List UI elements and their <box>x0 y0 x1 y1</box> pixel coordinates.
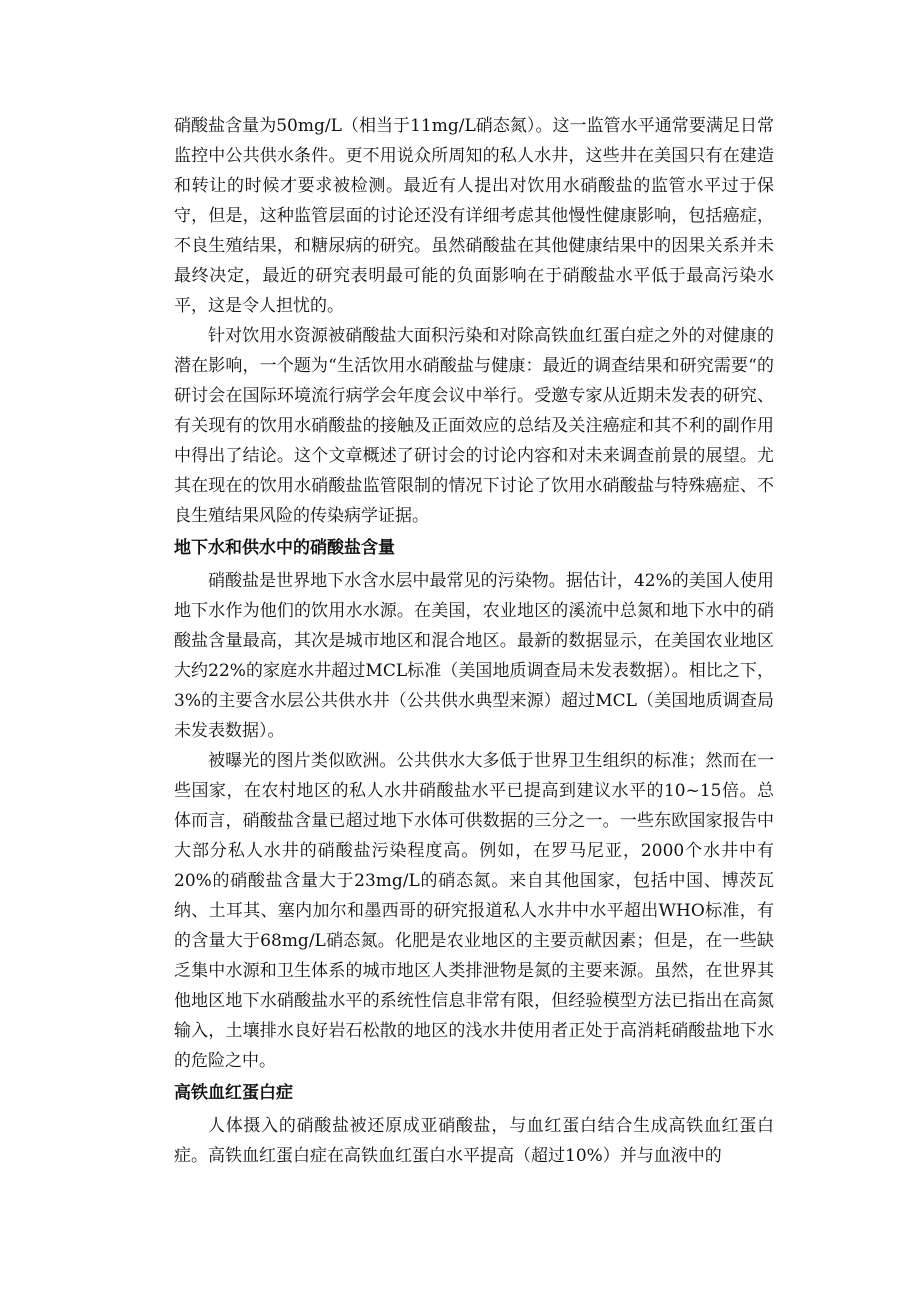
document-body <box>174 111 774 1171</box>
paragraph-methemoglobinemia: 人体摄入的硝酸盐被还原成亚硝酸盐，与血红蛋白结合生成高铁血红蛋白症。高铁血红蛋白症在高铁血红蛋白水平提高（超过10%）并与血液中的 <box>174 1116 774 1166</box>
section-heading-groundwater: 地下水和供水中的硝酸盐含量 <box>174 538 395 558</box>
paragraph-groundwater-europe: 被曝光的图片类似欧洲。公共供水大多低于世界卫生组织的标准；然而在一些国家，在农村地区的私人水井硝酸盐水平已提高到建议水平的10~15倍。总体而言，硝酸盐含量已超过地下水体可供数据的三分之一。一些东欧国家报告中大部分私人水井的硝酸盐污染程度高。例如，在罗马尼亚，2000个水井中有20%的硝酸盐含量大于23mg/L的硝态氮。来自其他国家，包括中国、博茨瓦纳、土耳其、塞内加尔和墨西哥的研究报道私人水井中水平超出WHO标准，有的含量大于68mg/L硝态氮。化肥是农业地区的主要贡献因素；但是，在一些缺乏集中水源和卫生体系的城市地区人类排泄物是氮的主要来源。虽然，在世界其他地区地下水硝酸盐水平的系统性信息非常有限，但经验模型方法已指出在高氮输入，土壤排水良好岩石松散的地区的浅水井使用者正处于高消耗硝酸盐地下水的危险之中。 <box>174 751 774 1071</box>
section-heading-methemoglobinemia: 高铁血红蛋白症 <box>174 1083 293 1103</box>
paragraph-symposium: 针对饮用水资源被硝酸盐大面积污染和对除高铁血红蛋白症之外的对健康的潜在影响，一个题为“生活饮用水硝酸盐与健康：最近的调查结果和研究需要“的研讨会在国际环境流行病学会年度会议中举行。受邀专家从近期未发表的研究、有关现有的饮用水硝酸盐的接触及正面效应的总结及关注癌症和其不利的副作用中得出了结论。这个文章概述了研讨会的讨论内容和对未来调查前景的展望。尤其在现在的饮用水硝酸盐监管限制的情况下讨论了饮用水硝酸盐与特殊癌症、不良生殖结果风险的传染病学证据。 <box>174 326 774 526</box>
paragraph-continued: 硝酸盐含量为50mg/L（相当于11mg/L硝态氮）。这一监管水平通常要满足日常监控中公共供水条件。更不用说众所周知的私人水井，这些井在美国只有在建造和转让的时候才要求被检测。最近有人提出对饮用水硝酸盐的监管水平过于保守，但是，这种监管层面的讨论还没有详细考虑其他慢性健康影响，包括癌症，不良生殖结果，和糖尿病的研究。虽然硝酸盐在其他健康结果中的因果关系并未最终决定，最近的研究表明最可能的负面影响在于硝酸盐水平低于最高污染水平，这是令人担忧的。 <box>174 116 774 316</box>
paragraph-groundwater-us: 硝酸盐是世界地下水含水层中最常见的污染物。据估计，42%的美国人使用地下水作为他们的饮用水水源。在美国，农业地区的溪流中总氮和地下水中的硝酸盐含量最高，其次是城市地区和混合地区。最新的数据显示，在美国农业地区大约22%的家庭水井超过MCL标准（美国地质调查局未发表数据）。相比之下，3%的主要含水层公共供水井（公共供水典型来源）超过MCL（美国地质调查局未发表数据）。 <box>174 571 774 741</box>
